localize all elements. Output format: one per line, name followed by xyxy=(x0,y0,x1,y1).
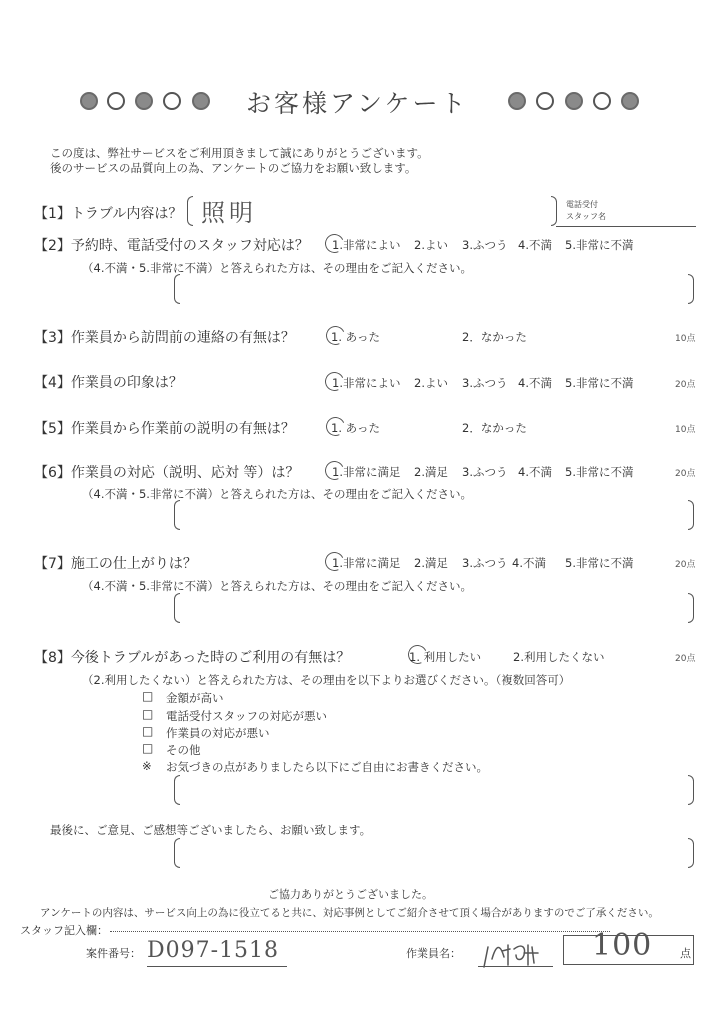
q8-free-note: お気づきの点がありましたら以下にご自由にお書きください。 xyxy=(166,760,488,774)
q8-free-bracket-left xyxy=(174,775,180,805)
page-title: お客様アンケート xyxy=(246,89,469,118)
q1-bracket-right xyxy=(551,196,557,226)
q2-label: 【2】予約時、電話受付のスタッフ対応は？ xyxy=(34,238,309,254)
q8-free-field[interactable] xyxy=(181,775,688,805)
q4-label: 【4】作業員の印象は？ xyxy=(34,375,183,391)
q7-reason-field[interactable] xyxy=(181,593,688,623)
q8-reason-1-checkbox[interactable]: □ xyxy=(142,689,154,703)
worker-name-label: 作業員名： xyxy=(406,947,461,960)
q2-option-1[interactable]: 1.非常によい xyxy=(332,238,401,252)
q8-points: 20点 xyxy=(675,654,696,664)
q5-option-2[interactable]: 2．なかった xyxy=(462,421,527,435)
case-number-underline xyxy=(147,966,287,967)
q6-option-2[interactable]: 2.満足 xyxy=(414,465,448,479)
q7-reason-bracket-right xyxy=(688,593,694,623)
q1-label: 【1】トラブル内容は？ xyxy=(34,206,183,222)
q2-option-4[interactable]: 4.不満 xyxy=(518,238,552,252)
reception-staff-label-1: 電話受付 xyxy=(566,200,598,209)
q6-reason-bracket-left xyxy=(174,500,180,530)
q2-note: （4.不満・5.非常に不満）と答えられた方は、その理由をご記入ください。 xyxy=(82,261,472,275)
q5-points: 10点 xyxy=(675,425,696,435)
intro-line-1: この度は、弊社サービスをご利用頂きまして誠にありがとうございます。 xyxy=(50,146,429,160)
q2-reason-field[interactable] xyxy=(181,274,688,304)
q8-reason-3-checkbox[interactable]: □ xyxy=(142,724,154,738)
thanks-text: ご協力ありがとうございました。 xyxy=(268,888,433,901)
case-number-value[interactable]: D097-1518 xyxy=(147,938,280,963)
q8-reason-4-checkbox[interactable]: □ xyxy=(142,741,154,755)
reception-staff-line xyxy=(556,226,696,227)
q6-points: 20点 xyxy=(675,469,696,479)
q5-label: 【5】作業員から作業前の説明の有無は？ xyxy=(34,421,295,437)
q2-option-5[interactable]: 5.非常に不満 xyxy=(565,238,634,252)
q2-option-3[interactable]: 3.ふつう xyxy=(462,238,508,252)
final-comment-prompt: 最後に、ご意見、ご感想等ございましたら、お願い致します。 xyxy=(50,823,372,837)
q8-reason-3-label: 作業員の対応が悪い xyxy=(166,726,270,740)
q4-option-4[interactable]: 4.不満 xyxy=(518,376,552,390)
q6-reason-bracket-right xyxy=(688,500,694,530)
q4-points: 20点 xyxy=(675,380,696,390)
case-number-label: 案件番号： xyxy=(86,947,141,960)
q4-option-3[interactable]: 3.ふつう xyxy=(462,376,508,390)
q8-label: 【8】今後トラブルがあった時のご利用の有無は？ xyxy=(34,650,351,666)
q7-reason-bracket-left xyxy=(174,593,180,623)
q6-reason-field[interactable] xyxy=(181,500,688,530)
q3-option-1[interactable]: 1. あった xyxy=(331,330,381,344)
q2-option-2[interactable]: 2.よい xyxy=(414,238,448,252)
reception-staff-label-2: スタッフ名 xyxy=(566,212,606,221)
q8-option-2[interactable]: 2.利用したくない xyxy=(513,650,605,664)
intro-line-2: 後のサービスの品質向上の為、アンケートのご協力をお願い致します。 xyxy=(50,161,417,175)
q8-option-1[interactable]: 1. 利用したい xyxy=(409,650,482,664)
q4-option-2[interactable]: 2.よい xyxy=(414,376,448,390)
q4-option-1[interactable]: 1.非常によい xyxy=(332,376,401,390)
q7-option-2[interactable]: 2.満足 xyxy=(414,556,448,570)
staff-field-label: スタッフ記入欄： xyxy=(20,924,108,937)
final-bracket-right xyxy=(688,838,694,868)
q1-answer[interactable]: 照明 xyxy=(201,199,257,227)
q3-points: 10点 xyxy=(675,334,696,344)
final-bracket-left xyxy=(174,838,180,868)
q8-note: （2.利用したくない）と答えられた方は、その理由を以下よりお選びください。（複数回答可） xyxy=(82,673,571,687)
q8-reason-2-checkbox[interactable]: □ xyxy=(142,707,154,721)
q5-option-1[interactable]: 1. あった xyxy=(331,421,381,435)
disclaimer-text: アンケートの内容は、サービス向上の為に役立てると共に、対応事例としてご紹介させて頂く場合がありますのでご了承ください。 xyxy=(40,907,659,919)
q6-label: 【6】作業員の対応（説明、応対 等）は？ xyxy=(34,465,300,481)
q8-free-bracket-right xyxy=(688,775,694,805)
worker-name-underline xyxy=(478,966,553,967)
q8-reason-2-label: 電話受付スタッフの対応が悪い xyxy=(166,709,327,723)
score-unit: 点 xyxy=(680,947,691,960)
q7-option-4[interactable]: 4.不満 xyxy=(512,556,546,570)
q3-label: 【3】作業員から訪問前の連絡の有無は？ xyxy=(34,330,295,346)
q7-points: 20点 xyxy=(675,560,696,570)
q7-option-5[interactable]: 5.非常に不満 xyxy=(565,556,634,570)
q7-option-1[interactable]: 1.非常に満足 xyxy=(332,556,401,570)
q8-asterisk: ※ xyxy=(142,759,152,773)
q7-label: 【7】施工の仕上がりは？ xyxy=(34,556,197,572)
q6-option-4[interactable]: 4.不満 xyxy=(518,465,552,479)
final-comment-field[interactable] xyxy=(181,838,688,868)
q1-bracket-left xyxy=(187,196,193,226)
q6-note: （4.不満・5.非常に不満）と答えられた方は、その理由をご記入ください。 xyxy=(82,487,472,501)
q6-option-5[interactable]: 5.非常に不満 xyxy=(565,465,634,479)
q2-reason-bracket-left xyxy=(174,274,180,304)
score-value[interactable]: 100 xyxy=(592,928,653,963)
q4-option-5[interactable]: 5.非常に不満 xyxy=(565,376,634,390)
q8-reason-4-label: その他 xyxy=(166,743,201,757)
staff-field-divider xyxy=(110,931,610,932)
q2-reason-bracket-right xyxy=(688,274,694,304)
q6-option-1[interactable]: 1.非常に満足 xyxy=(332,465,401,479)
q8-reason-1-label: 金額が高い xyxy=(166,691,224,705)
q7-option-3[interactable]: 3.ふつう xyxy=(462,556,508,570)
q3-option-2[interactable]: 2．なかった xyxy=(462,330,527,344)
q7-note: （4.不満・5.非常に不満）と答えられた方は、その理由をご記入ください。 xyxy=(82,579,472,593)
q6-option-3[interactable]: 3.ふつう xyxy=(462,465,508,479)
